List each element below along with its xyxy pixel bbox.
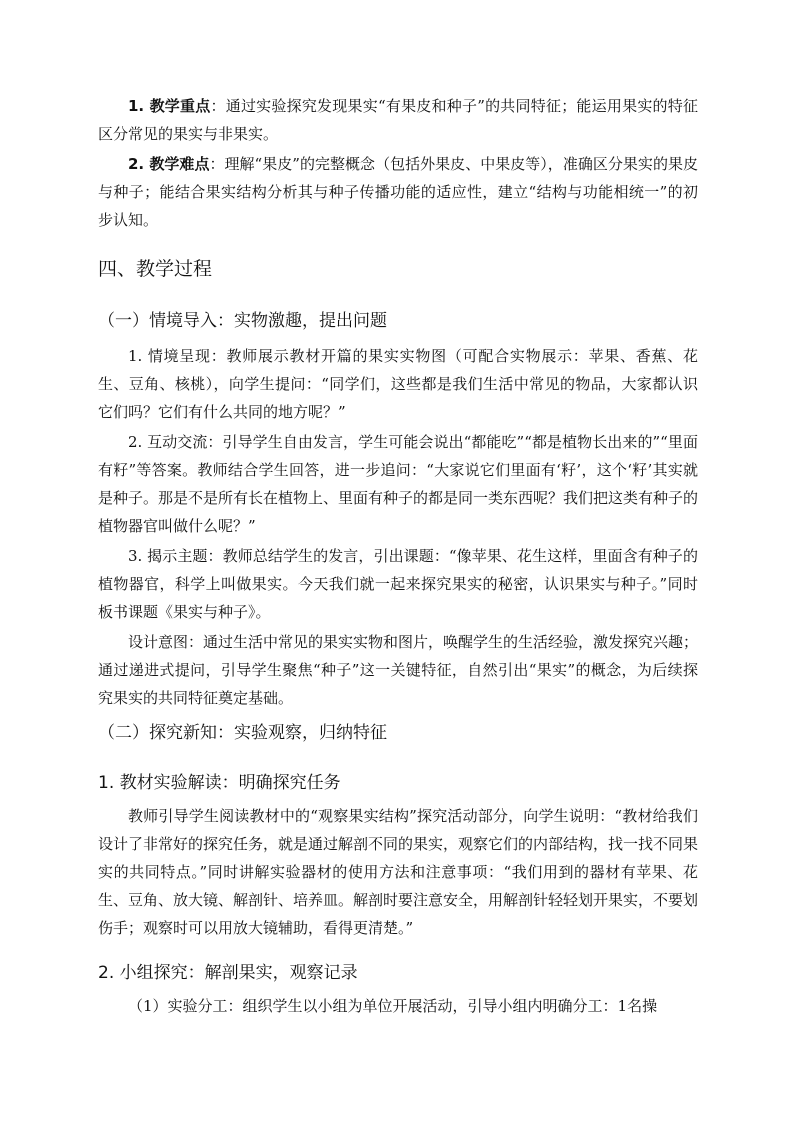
- section-4-heading: 四、教学过程: [98, 258, 213, 280]
- subsection-1-heading: 1. 教材实验解读：明确探究任务: [98, 773, 341, 793]
- design-intent-paragraph: 设计意图：通过生活中常见的果实实物和图片，唤醒学生的生活经验，激发探究兴趣；通过递进式提问，引导学生聚焦“种子”这一关键特征，自然引出“果实”的概念，为后续探究果实的共同特征奠定基础。: [98, 633, 699, 707]
- teaching-focus-label: 1. 教学重点: [128, 97, 211, 115]
- part-1-paragraph-2: 2. 互动交流：引导学生自由发言，学生可能会说出“都能吃”“都是植物长出来的”“里面有籽”等答案。教师结合学生回答，进一步追问：“大家说它们里面有‘籽’，这个‘籽’其实就是种子。那是不是所有长在植物上、里面有种子的都是同一类东西呢？我们把这类有种子的植物器官叫做什么呢？”: [98, 433, 699, 535]
- teaching-focus-paragraph: [98, 92, 698, 148]
- teaching-difficulty-label: 2. 教学难点: [128, 155, 210, 173]
- part-2-heading: （二）探究新知：实验观察，归纳特征: [98, 723, 387, 743]
- part-1-paragraph-3: 3. 揭示主题：教师总结学生的发言，引出课题：“像苹果、花生这样，里面含有种子的植物器官，科学上叫做果实。今天我们就一起来探究果实的秘密，认识果实与种子。”同时板书课题《果实与种子》。: [98, 547, 698, 621]
- part-1-paragraph-1: 1. 情境呈现：教师展示教材开篇的果实实物图（可配合实物展示：苹果、香蕉、花生、豆角、核桃），向学生提问：“同学们，这些都是我们生活中常见的物品，大家都认识它们吗？它们有什么共同的地方呢？”: [98, 347, 698, 421]
- teaching-difficulty-text: 理解“果皮”的完整概念（包括外果皮、中果皮等），准确区分果实的果皮与种子；能结合果实结构分析其与种子传播功能的适应性，建立“结构与功能相统一”的初步认知。: [98, 155, 698, 229]
- teaching-difficulty-paragraph: [98, 150, 698, 234]
- teaching-focus-separator: ：: [210, 97, 226, 115]
- part-1-heading: （一）情境导入：实物激趣，提出问题: [98, 311, 387, 331]
- subsection-1-paragraph: 教师引导学生阅读教材中的“观察果实结构”探究活动部分，向学生说明：“教材给我们设计了非常好的探究任务，就是通过解剖不同的果实，观察它们的内部结构，找一找不同果实的共同特点。”同时讲解实验器材的使用方法和注意事项：“我们用到的器材有苹果、花生、豆角、放大镜、解剖针、培养皿。解剖时要注意安全，用解剖针轻轻划开果实，不要划伤手；观察时可以用放大镜辅助，看得更清楚。”: [98, 807, 699, 937]
- subsection-2-paragraph: （1）实验分工：组织学生以小组为单位开展活动，引导小组内明确分工：1名操: [128, 997, 658, 1015]
- teaching-difficulty-separator: ：: [209, 155, 225, 173]
- subsection-2-heading: 2. 小组探究：解剖果实，观察记录: [98, 963, 358, 983]
- teaching-focus-text: 通过实验探究发现果实“有果皮和种子”的共同特征；能运用果实的特征区分常见的果实与非果实。: [98, 97, 698, 143]
